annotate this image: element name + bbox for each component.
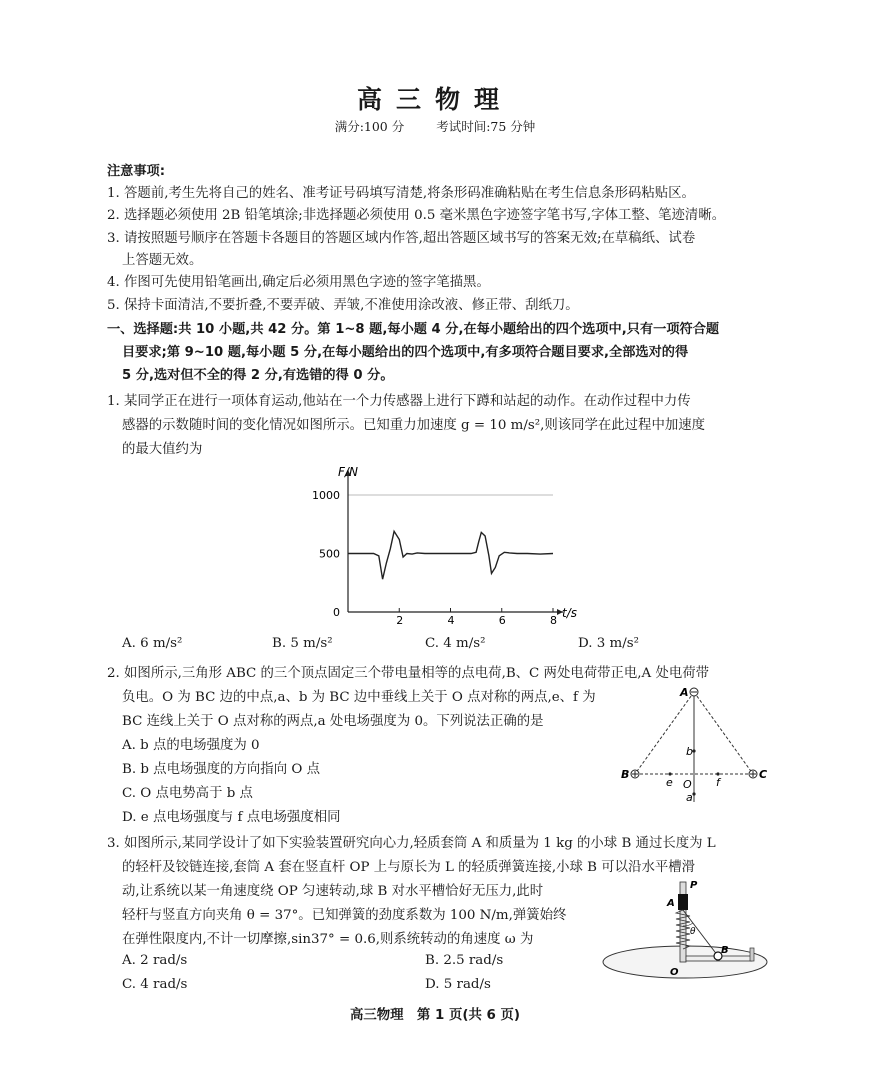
force-series-line [348, 531, 553, 579]
q1-text: 1. 某同学正在进行一项体育运动,他站在一个力传感器上进行下蹲和站起的动作。在动作过程中力传 [107, 394, 691, 409]
label-theta: θ [690, 927, 696, 937]
label-A: A [680, 686, 689, 699]
q2-option-b[interactable]: B. b 点电场强度的方向指向 O 点 [122, 762, 320, 777]
section-text: 5 分,选对但不全的得 2 分,有选错的得 0 分。 [122, 368, 394, 383]
triangle-charge-diagram [620, 682, 770, 807]
label-C: C [759, 768, 768, 781]
label-A: A [667, 898, 675, 909]
label-P: P [690, 880, 698, 891]
note-item: 2. 选择题必须使用 2B 铅笔填涂;非选择题必须使用 0.5 毫米黑色字迹签字笔书写,字体工整、笔迹清晰。 [107, 208, 726, 223]
label-f: f [716, 776, 720, 789]
label-B: B [721, 945, 729, 956]
q2-text: 2. 如图所示,三角形 ABC 的三个顶点固定三个带电量相等的点电荷,B、C 两处电荷带正电,A 处电荷带 [107, 666, 710, 681]
exam-time: 考试时间:75 分钟 [436, 119, 536, 134]
q1-text: 感器的示数随时间的变化情况如图所示。已知重力加速度 g = 10 m/s²,则该同学在此过程中加速度 [122, 418, 706, 433]
label-B: B [621, 768, 630, 781]
note-item: 3. 请按照题号顺序在答题卡各题目的答题区域内作答,超出答题区域书写的答案无效;在草稿纸、试卷 [107, 231, 696, 246]
y-tick-label: 0 [333, 606, 340, 619]
q3-text: 的轻杆及铰链连接,套筒 A 套在竖直杆 OP 上与原长为 L 的轻质弹簧连接,小球 B 可以沿水平槽滑 [122, 860, 696, 875]
label-a: a [686, 791, 693, 804]
sleeve-a [678, 894, 688, 910]
q2-option-d[interactable]: D. e 点电场强度与 f 点电场强度相同 [122, 810, 341, 825]
q3-option-a[interactable]: A. 2 rad/s [122, 953, 188, 968]
x-tick-label: 2 [396, 614, 404, 627]
y-tick-label: 1000 [312, 489, 340, 502]
y-axis-label: F/N [338, 465, 358, 479]
page-title: 高三物理 [356, 85, 513, 114]
q2-option-c[interactable]: C. O 点电势高于 b 点 [122, 786, 253, 801]
q2-option-a[interactable]: A. b 点的电场强度为 0 [122, 738, 260, 753]
note-item: 1. 答题前,考生先将自己的姓名、准考证号码填写清楚,将条形码准确粘贴在考生信息条形码粘贴区。 [107, 186, 695, 201]
q3-text: 3. 如图所示,某同学设计了如下实验装置研究向心力,轻质套筒 A 和质量为 1 kg 的小球 B 通过长度为 L [107, 836, 716, 851]
section-heading: 一、选择题:共 10 小题,共 42 分。第 1~8 题,每小题 4 分,在每小题给出的四个选项中,只有一项符合题 [107, 322, 720, 337]
q1-option-b[interactable]: B. 5 m/s² [272, 636, 333, 651]
note-item: 5. 保持卡面清洁,不要折叠,不要弄破、弄皱,不准使用涂改液、修正带、刮纸刀。 [107, 298, 579, 313]
x-tick-label: 8 [550, 614, 557, 627]
q1-option-c[interactable]: C. 4 m/s² [425, 636, 486, 651]
note-item: 上答题无效。 [122, 253, 203, 268]
q1-text: 的最大值约为 [122, 442, 203, 457]
x-axis-label: t/s [562, 606, 577, 620]
q1-option-d[interactable]: D. 3 m/s² [578, 636, 639, 651]
q2-text: 负电。O 为 BC 边的中点,a、b 为 BC 边中垂线上关于 O 点对称的两点,e、f 为 [122, 690, 596, 705]
q3-text: 动,让系统以某一角速度绕 OP 匀速转动,球 B 对水平槽恰好无压力,此时 [122, 884, 544, 899]
force-time-chart [290, 462, 590, 632]
y-tick-label: 500 [319, 547, 340, 561]
note-item: 4. 作图可先使用铅笔画出,确定后必须用黑色字迹的签字笔描黑。 [107, 275, 490, 290]
q1-option-a[interactable]: A. 6 m/s² [122, 636, 183, 651]
section-text: 目要求;第 9~10 题,每小题 5 分,在每小题给出的四个选项中,有多项符合题目要求,全部选对的得 [122, 345, 689, 360]
x-tick-label: 4 [447, 614, 455, 627]
exam-info [0, 117, 870, 135]
label-O: O [683, 778, 692, 791]
q3-text: 轻杆与竖直方向夹角 θ = 37°。已知弹簧的劲度系数为 100 N/m,弹簧始终 [122, 908, 567, 923]
page-footer: 高三物理 第 1 页(共 6 页) [349, 1008, 521, 1023]
label-b: b [686, 745, 693, 758]
q3-option-b[interactable]: B. 2.5 rad/s [425, 953, 504, 968]
x-tick-label: 6 [498, 614, 506, 627]
centripetal-apparatus-diagram [600, 876, 775, 986]
full-score: 满分:100 分 [334, 119, 405, 134]
q3-option-d[interactable]: D. 5 rad/s [425, 977, 491, 992]
q3-text: 在弹性限度内,不计一切摩擦,sin37° = 0.6,则系统转动的角速度 ω 为 [122, 932, 534, 947]
label-O: O [670, 967, 679, 978]
label-e: e [666, 776, 673, 789]
notes-heading: 注意事项: [107, 164, 166, 179]
q3-option-c[interactable]: C. 4 rad/s [122, 977, 188, 992]
q2-text: BC 连线上关于 O 点对称的两点,a 处电场强度为 0。下列说法正确的是 [122, 714, 544, 729]
